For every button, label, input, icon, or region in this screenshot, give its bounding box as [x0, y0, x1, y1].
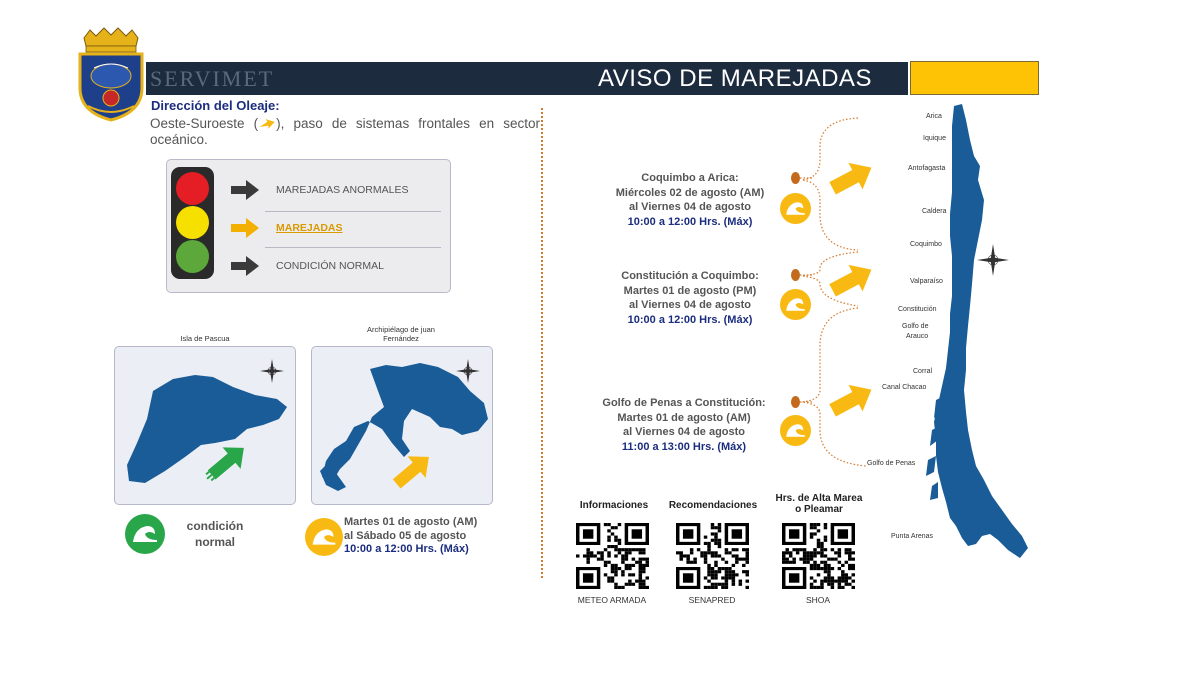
region-start: Martes 01 de agosto (AM) [617, 411, 751, 424]
wave-direction-title: Dirección del Oleaje: [151, 98, 280, 113]
navy-emblem-logo [76, 26, 146, 122]
region-name: Coquimbo a Arica: [641, 172, 739, 184]
yellow-arrow-icon [230, 217, 260, 239]
legend-divider [265, 211, 441, 212]
legend-row-anormales [226, 175, 441, 205]
city-label: Arauco [906, 333, 929, 340]
legend-divider [265, 247, 441, 248]
qr-title-line1: Recomendaciones [668, 500, 758, 511]
juan-fernandez-caption [340, 325, 462, 343]
juan-fernandez-dates [344, 516, 504, 557]
yellow-swell-arrow-icon [388, 446, 438, 494]
qr-caption: METEO ARMADA [577, 595, 647, 605]
jf-time: 10:00 a 12:00 Hrs. (Máx) [344, 543, 469, 555]
city-label: Golfo de [902, 323, 929, 330]
qr-code-meteo-armada[interactable] [576, 523, 649, 589]
region-time: 10:00 a 12:00 Hrs. (Máx) [627, 313, 753, 326]
juan-fernandez-map [311, 346, 493, 505]
direction-text-after: ), paso de sistemas frontales en sector oceánico. [150, 116, 540, 147]
red-light-icon [176, 172, 209, 205]
qr-title-line1: Hrs. de Alta Marea [775, 493, 863, 504]
yellow-light-icon [176, 206, 209, 239]
qr-caption: SHOA [805, 595, 831, 605]
legend-row-normal [226, 251, 441, 281]
city-label: Caldera [922, 208, 947, 215]
green-light-icon [176, 240, 209, 273]
juan-fernandez-caption-line1: Archipiélago de juan [367, 325, 435, 334]
gray-arrow-icon [230, 255, 260, 277]
direction-arrow-icon [258, 118, 276, 130]
city-label: Constitución [898, 306, 937, 313]
qr-title-line1: Informaciones [579, 500, 649, 511]
region-start: Miércoles 02 de agosto (AM) [615, 186, 765, 199]
compass-rose-icon [977, 244, 1009, 276]
region-coquimbo-arica [580, 171, 800, 229]
yellow-swell-arrow-icon [826, 154, 879, 201]
city-label: Corral [913, 368, 933, 375]
isla-pascua-map [114, 346, 296, 505]
region-end: al Viernes 04 de agosto [628, 299, 752, 311]
status-line2: normal [194, 535, 235, 549]
legend-label-marejadas: MAREJADAS [276, 222, 343, 234]
wave-direction-text [150, 116, 540, 148]
yellow-wave-icon [305, 518, 343, 556]
compass-rose-icon [260, 359, 284, 383]
region-time: 11:00 a 13:00 Hrs. (Máx) [621, 440, 747, 453]
region-marker-dot [791, 269, 800, 281]
region-name: Constitución a Coquimbo: [621, 270, 759, 282]
qr-title-line2: o Pleamar [795, 504, 843, 515]
yellow-wave-icon [780, 415, 811, 446]
direction-text-before: Oeste-Suroeste ( [150, 116, 259, 131]
chile-coast-map [880, 100, 1040, 580]
legend-label-normal: CONDICIÓN NORMAL [276, 260, 384, 272]
juan-fernandez-caption-line2: Fernández [383, 334, 419, 343]
jf-date-line2: al Sábado 05 de agosto [344, 529, 467, 542]
qr-title-recomendaciones [660, 500, 766, 511]
yellow-swell-arrow-icon [826, 376, 879, 423]
city-label: Iquique [923, 135, 946, 142]
green-swell-arrow-icon [198, 437, 253, 489]
region-end: al Viernes 04 de agosto [628, 201, 752, 213]
city-label: Golfo de Penas [867, 460, 916, 467]
semaforo-legend-panel [166, 159, 451, 293]
gray-arrow-icon [230, 179, 260, 201]
legend-label-anormales: MAREJADAS ANORMALES [276, 184, 409, 196]
jf-date-line1: Martes 01 de agosto (AM) [344, 516, 478, 528]
region-end: al Viernes 04 de agosto [622, 426, 746, 438]
yellow-swell-arrow-icon [826, 256, 879, 303]
servimet-brand: SERVIMET [150, 66, 275, 91]
city-label: Arica [926, 113, 942, 120]
region-golfo-penas-constitucion [574, 396, 794, 454]
region-constitucion-coquimbo [580, 269, 800, 327]
vertical-divider [541, 108, 543, 578]
legend-row-marejadas [226, 213, 441, 243]
qr-title-marea [764, 493, 874, 515]
qr-caption: SENAPRED [688, 595, 736, 605]
qr-title-informaciones [566, 500, 662, 511]
city-label: Valparaíso [910, 278, 943, 285]
green-wave-icon [125, 514, 165, 554]
region-marker-dot [791, 172, 800, 184]
page-title: AVISO DE MAREJADAS [598, 65, 872, 92]
region-name: Golfo de Penas a Constitución: [602, 397, 766, 409]
region-time: 10:00 a 12:00 Hrs. (Máx) [627, 215, 753, 228]
city-label: Coquimbo [910, 241, 942, 248]
isla-pascua-caption: Isla de Pascua [180, 334, 230, 343]
header-accent-block [910, 61, 1039, 95]
yellow-wave-icon [780, 289, 811, 320]
city-label: Antofagasta [908, 165, 946, 172]
city-label: Canal Chacao [882, 384, 927, 391]
qr-code-senapred[interactable] [676, 523, 749, 589]
city-label: Punta Arenas [891, 533, 934, 540]
qr-code-shoa[interactable] [782, 523, 855, 589]
region-marker-dot [791, 396, 800, 408]
status-line1: condición [186, 519, 244, 533]
isla-pascua-status [180, 518, 250, 550]
traffic-light [171, 167, 214, 279]
region-start: Martes 01 de agosto (PM) [623, 284, 757, 297]
yellow-wave-icon [780, 193, 811, 224]
